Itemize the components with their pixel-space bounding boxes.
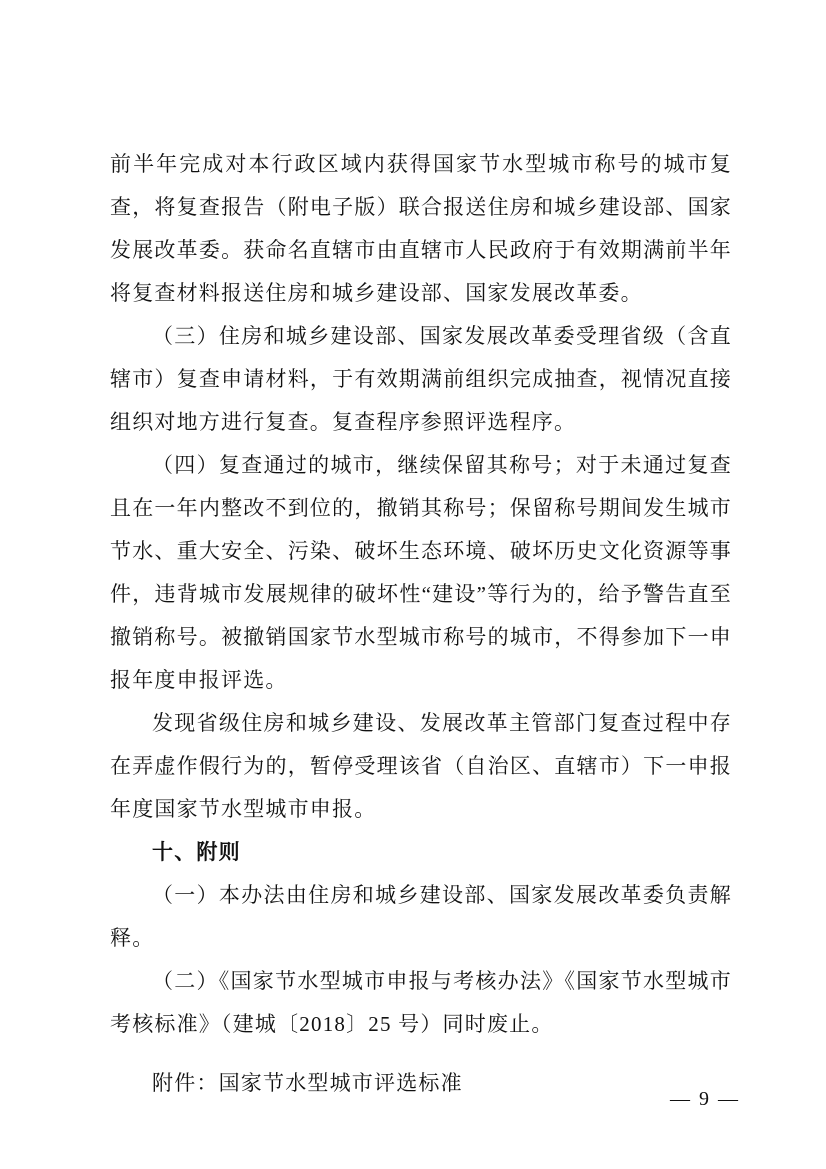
document-content <box>110 143 732 1105</box>
attachment-line: 附件：国家节水型城市评选标准 <box>152 1071 463 1095</box>
paragraph-item-three: （三）住房和城乡建设部、国家发展改革委受理省级（含直辖市）复查申请材料，于有效期满前组织完成抽查，视情况直接组织对地方进行复查。复查程序参照评选程序。 <box>110 324 732 434</box>
paragraph-repeal: （二）《国家节水型城市申报与考核办法》《国家节水型城市考核标准》（建城〔2018〕25 号）同时废止。 <box>110 969 732 1036</box>
paragraph-recheck-report: 前半年完成对本行政区域内获得国家节水型城市称号的城市复查，将复查报告（附电子版）联合报送住房和城乡建设部、国家发展改革委。获命名直辖市由直辖市人民政府于有效期满前半年将复查材料报送住房和城乡建设部、国家发展改革委。 <box>110 152 732 305</box>
page-number: — 9 — <box>670 1088 740 1110</box>
paragraph-fraud-handling: 发现省级住房和城乡建设、发展改革主管部门复查过程中存在弄虚作假行为的，暂停受理该省（自治区、直辖市）下一申报年度国家节水型城市申报。 <box>110 711 732 821</box>
paragraph-interpretation: （一）本办法由住房和城乡建设部、国家发展改革委负责解释。 <box>110 883 732 950</box>
section-heading-supplementary: 十、附则 <box>152 840 241 864</box>
paragraph-item-four: （四）复查通过的城市，继续保留其称号；对于未通过复查且在一年内整改不到位的，撤销其称号；保留称号期间发生城市节水、重大安全、污染、破坏生态环境、破坏历史文化资源等事件，违背城市发展规律的破坏性“建设”等行为的，给予警告直至撤销称号。被撤销国家节水型城市称号的城市，不得参加下一申报年度申报评选。 <box>110 453 732 692</box>
